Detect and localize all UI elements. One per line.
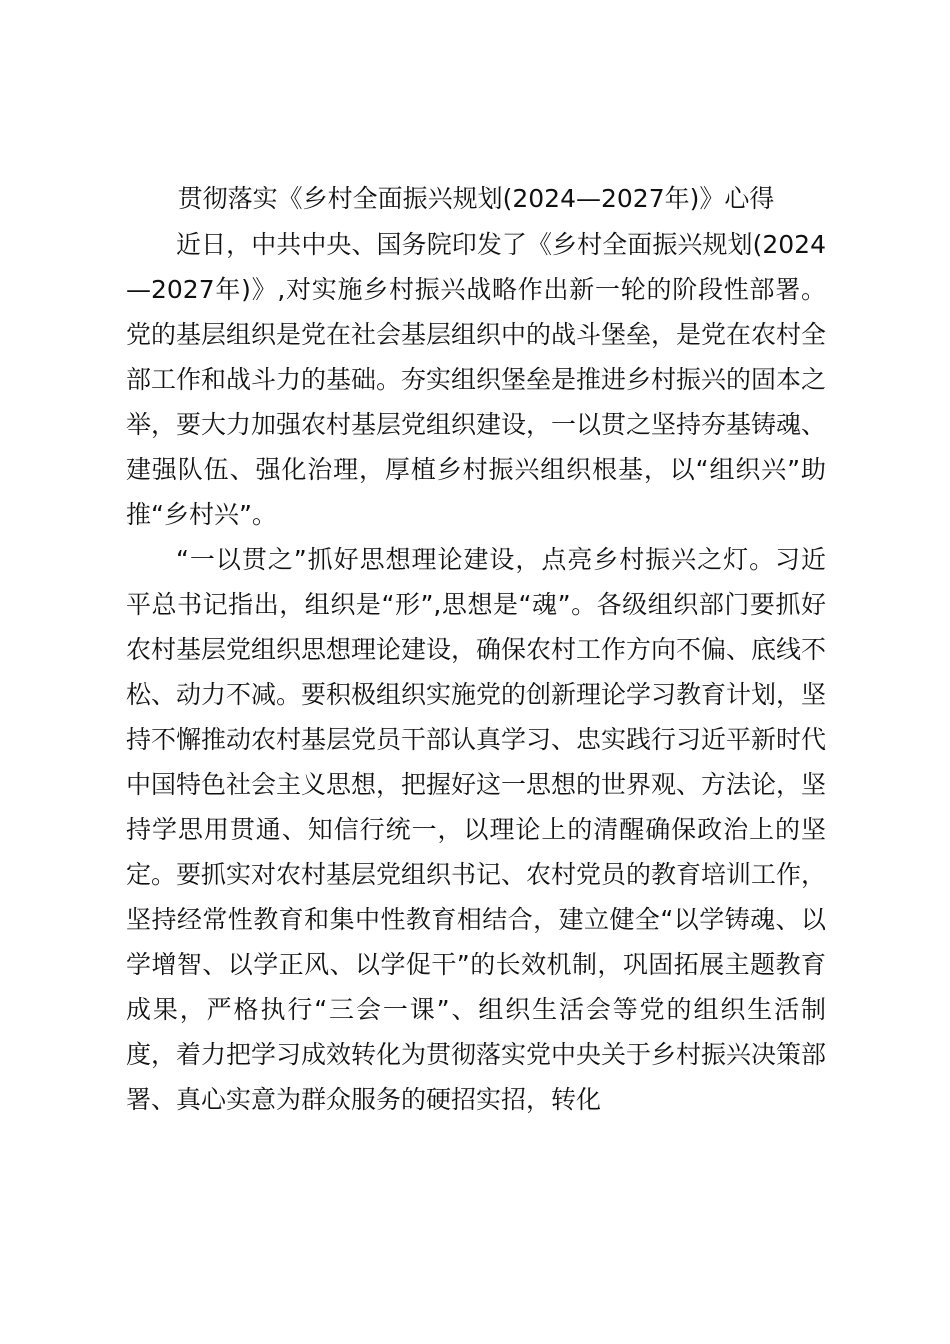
paragraph-intro: 近日，中共中央、国务院印发了《乡村全面振兴规划(2024—2027年)》,对实施乡村振兴战略作出新一轮的阶段性部署。党的基层组织是党在社会基层组织中的战斗堡垒，是党在农村全部工作和战斗力的基础。夯实组织堡垒是推进乡村振兴的固本之举，要大力加强农村基层党组织建设，一以贯之坚持夯基铸魂、建强队伍、强化治理，厚植乡村振兴组织根基，以“组织兴”助推“乡村兴”。 (126, 230, 827, 529)
paragraph-ideology: “一以贯之”抓好思想理论建设，点亮乡村振兴之灯。习近平总书记指出，组织是“形”,思想是“魂”。各级组织部门要抓好农村基层党组织思想理论建设，确保农村工作方向不偏、底线不松、动力不减。要积极组织实施党的创新理论学习教育计划，坚持不懈推动农村基层党员干部认真学习、忠实践行习近平新时代中国特色社会主义思想，把握好这一思想的世界观、方法论，坚持学思用贯通、知信行统一，以理论上的清醒确保政治上的坚定。要抓实对农村基层党组织书记、农村党员的教育培训工作，坚持经常性教育和集中性教育相结合，建立健全“以学铸魂、以学增智、以学正风、以学促干”的长效机制，巩固拓展主题教育成果，严格执行“三会一课”、组织生活会等党的组织生活制度，着力把学习成效转化为贯彻落实党中央关于乡村振兴决策部署、真心实意为群众服务的硬招实招，转化 (126, 545, 827, 1114)
document-body (126, 176, 826, 1122)
document-title: 贯彻落实《乡村全面振兴规划(2024—2027年)》心得 (177, 184, 775, 213)
